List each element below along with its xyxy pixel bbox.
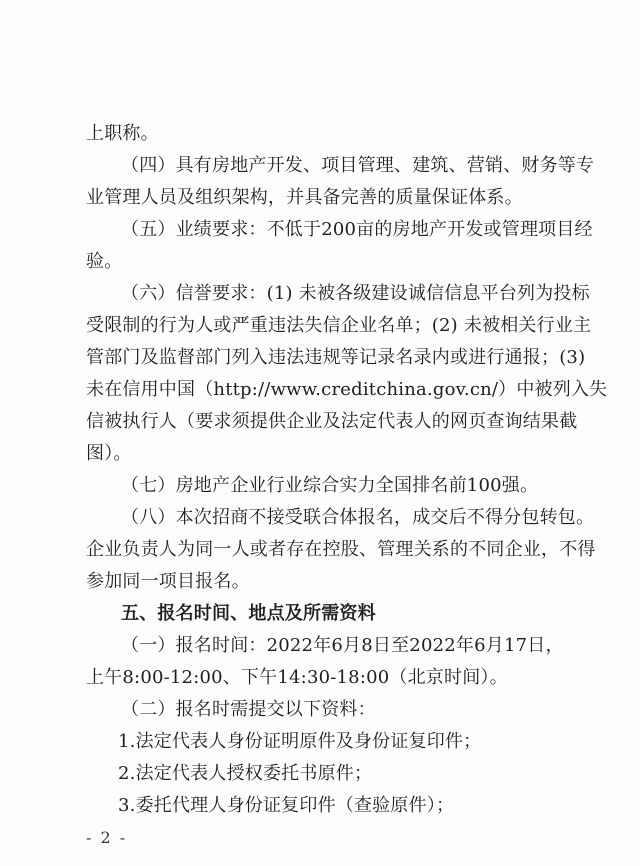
text-line: 管部门及监督部门列入违法违规等记录名录内或进行通报；(3) (86, 347, 586, 368)
section-heading: 五、报名时间、地点及所需资料 (121, 603, 376, 624)
text-line: （八）本次招商不接受联合体报名，成交后不得分包转包。 (121, 507, 595, 528)
text-line: （七）房地产企业行业综合实力全国排名前100强。 (121, 475, 539, 496)
list-item: 1.法定代表人身份证明原件及身份证复印件； (118, 731, 482, 752)
list-item: 3.委托代理人身份证复印件（查验原件）； (118, 795, 455, 816)
text-line: （五）业绩要求：不低于200亩的房地产开发或管理项目经 (121, 219, 593, 240)
text-line: 信被执行人（要求须提供企业及法定代表人的网页查询结果截 (86, 411, 578, 432)
text-line: 验。 (86, 251, 123, 272)
text-line: 企业负责人为同一人或者存在控股、管理关系的不同企业，不得 (86, 539, 596, 560)
text-line: （一）报名时间：2022年6月8日至2022年6月17日， (121, 635, 564, 656)
page-number: - 2 - (86, 828, 128, 847)
text-line: （二）报名时需提交以下资料： (121, 699, 376, 720)
list-item: 2.法定代表人授权委托书原件； (118, 763, 373, 784)
text-line: 未在信用中国（http://www.creditchina.gov.cn/）中被列入失 (86, 379, 608, 400)
text-line: 参加同一项目报名。 (86, 571, 250, 592)
text-line: 图）。 (86, 443, 132, 464)
text-line: 受限制的行为人或严重违法失信企业名单；(2) 未被相关行业主 (86, 315, 592, 336)
text-line: （四）具有房地产开发、项目管理、建筑、营销、财务等专 (121, 155, 595, 176)
text-line: 上午8:00-12:00、下午14:30-18:00（北京时间）。 (86, 667, 508, 688)
text-line: 上职称。 (86, 123, 159, 144)
text-line: （六）信誉要求：(1) 未被各级建设诚信信息平台列为投标 (121, 283, 590, 304)
text-line: 业管理人员及组织架构，并具备完善的质量保证体系。 (86, 187, 523, 208)
